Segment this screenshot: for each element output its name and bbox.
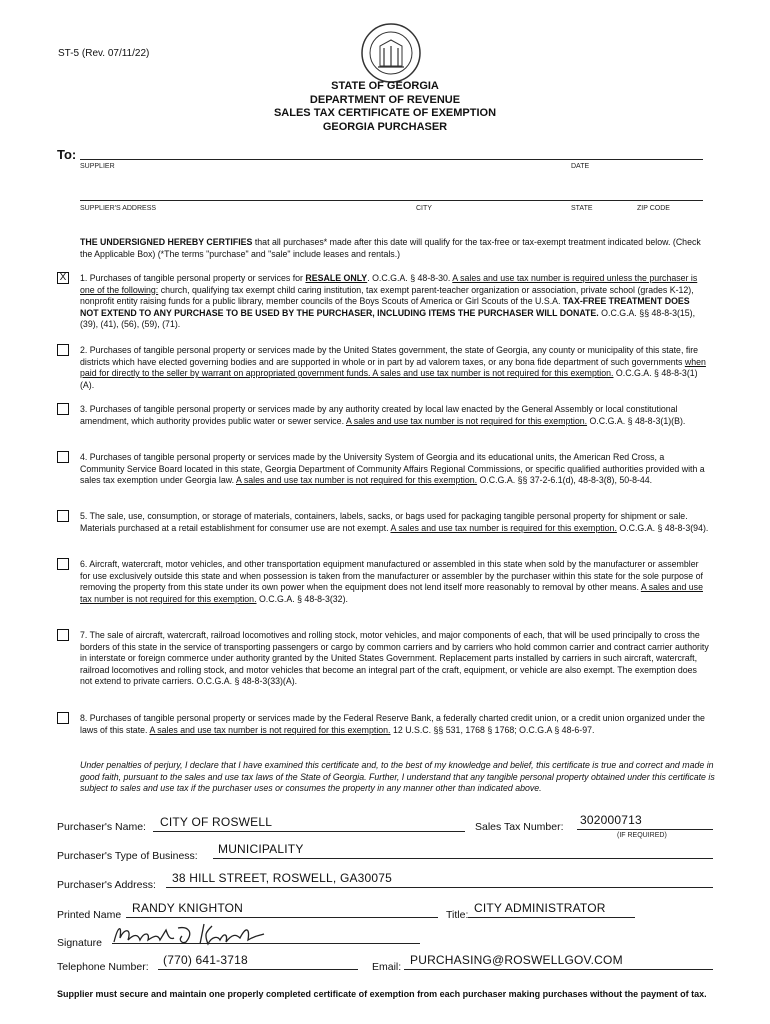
footer-notice: Supplier must secure and maintain one properly completed certificate of exemption from each purchaser making purchases without the payment of tax. [57, 989, 707, 999]
telephone-label: Telephone Number: [57, 961, 149, 973]
business-type-label: Purchaser's Type of Business: [57, 850, 198, 862]
state-label: STATE [571, 205, 593, 212]
title-line [468, 917, 635, 918]
exemption-item-8: 8. Purchases of tangible personal property or services made by the Federal Reserve Bank, a federally charted credit union, or a credit union organized under the laws of this state. A sales and use tax number is not required for this exemption. 12 U.S.C. §§ 531, 1768 § 1768; O.C.G.A § 48-6-97. [80, 713, 705, 735]
to-label: To: [57, 147, 77, 162]
exemption-item-4: 4. Purchases of tangible personal property or services made by the University System of Georgia and its educational units, the American Red Cross, a Community Service Board located in this state, Georgia Department of Community Affairs Regional Commissions, or specific qualified authorities provided with a sales tax exemption under Georgia law. A sales and use tax number is not required for this exemption. O.C.G.A. §§ 37-2-6.1(d), 48-8-3(8), 50-8-44. [80, 452, 705, 485]
email-line [404, 969, 713, 970]
checkbox-interstate-carriers[interactable] [57, 629, 69, 641]
checkbox-water-authority[interactable] [57, 403, 69, 415]
sales-tax-number-label: Sales Tax Number: [475, 821, 564, 833]
telephone-line [158, 969, 358, 970]
signature-line [112, 943, 420, 944]
exemption-item-6: 6. Aircraft, watercraft, motor vehicles, and other transportation equipment manufactured or assembled in this state when sold by the manufacturer or assembler for use exclusively outside this state and when possession is taken from the manufacturer or assembler by the purchaser within this state for the sole purpose of removing the property from this state under its own power when the equipment does not lend itself more reasonably to removal by other means. A sales and use tax number is not required for this exemption. O.C.G.A. § 48-8-3(32). [80, 559, 703, 604]
exemption-item-7: 7. The sale of aircraft, watercraft, railroad locomotives and rolling stock, motor vehicles, and major components of each, that will be used principally to cross the borders of this state in the service of transporting passengers or cargo by common carriers and by carriers who hold common carrier and contract carrier authority in interstate or foreign commerce under authority granted by the United States Government. Replacement parts installed by carriers in such aircraft, watercraft, railroad locomotives and rolling stock, and motor vehicles that become an integral part of the craft, equipment, or vehicle are also exempt. The exemption does not extend to private carriers. O.C.G.A. § 48-8-3(33)(A). [80, 630, 709, 686]
city-label: CITY [416, 205, 432, 212]
if-required-note: (IF REQUIRED) [617, 832, 667, 839]
sales-tax-number-value[interactable]: 302000713 [580, 813, 642, 827]
date-label: DATE [571, 163, 590, 170]
exemption-item-2: 2. Purchases of tangible personal property or services made by the United States government, the state of Georgia, any county or municipality of this state, fire districts which have elected governing bodies and are supported in whole or in part by ad valorem taxes, or any bona fide department of such governments when paid for directly to the seller by warrant on appropriated government funds. A sales and use tax number is not required for this exemption. O.C.G.A. § 48-8-3(1)(A). [80, 345, 706, 390]
business-type-value[interactable]: MUNICIPALITY [218, 842, 304, 856]
supplier-line[interactable] [80, 159, 703, 160]
header-state: STATE OF GEORGIA [331, 80, 439, 92]
exemption-item-5: 5. The sale, use, consumption, or storage of materials, containers, labels, sacks, or bags used for packaging tangible personal property for shipment or sale. Materials purchased at a retail establishment for consumer use are not exempt. A sales and use tax number is required for this exemption. O.C.G.A. § 48-8-3(94). [80, 511, 709, 533]
exemption-item-1: 1. Purchases of tangible personal property or services for RESALE ONLY. O.C.G.A. § 48-8-30. A sales and use tax number is required unless the purchaser is one of the following: church, qualifying tax exempt child caring institution, tax exempt parent-teacher organization or association, private school (grades K-12), nonprofit entity raising funds for a public library, member councils of the Boys Scouts of America or Girl Scouts of the U.S.A. TAX-FREE TREATMENT DOES NOT EXTEND TO ANY PURCHASE TO BE USED BY THE PURCHASER, INCLUDING ITEMS THE PURCHASER WILL DONATE. O.C.G.A. §§ 48-8-3(15), (39), (41), (56), (59), (71). [80, 273, 698, 329]
header-department: DEPARTMENT OF REVENUE [309, 93, 461, 106]
signature-label: Signature [57, 937, 102, 949]
purchaser-address-label: Purchaser's Address: [57, 879, 156, 891]
supplier-label: SUPPLIER [80, 163, 115, 170]
purchaser-address-line [166, 887, 713, 888]
email-value[interactable]: PURCHASING@ROSWELLGOV.COM [410, 953, 623, 967]
printed-name-label: Printed Name [57, 909, 122, 921]
form-header [0, 80, 770, 134]
address-line[interactable] [80, 200, 703, 201]
checkbox-packaging[interactable] [57, 510, 69, 522]
checkbox-government[interactable] [57, 344, 69, 356]
purchaser-name-line [153, 831, 465, 832]
zip-label: ZIP CODE [637, 205, 670, 212]
checkbox-federal-reserve[interactable] [57, 712, 69, 724]
header-subtitle: GEORGIA PURCHASER [322, 120, 448, 133]
purchaser-name-label: Purchaser's Name: [57, 821, 146, 833]
exemption-item-3: 3. Purchases of tangible personal property or services made by any authority created by local law enacted by the General Assembly or local constitutional amendment, which authority provides public water or sewer service. A sales and use tax number is not required for this exemption. O.C.G.A. § 48-8-3(1)(B). [80, 404, 686, 426]
checkbox-university-system[interactable] [57, 451, 69, 463]
title-value[interactable]: CITY ADMINISTRATOR [474, 901, 606, 915]
printed-name-value[interactable]: RANDY KNIGHTON [132, 901, 244, 915]
purchaser-name-value[interactable]: CITY OF ROSWELL [160, 815, 273, 829]
business-type-line [213, 858, 713, 859]
certification-statement: THE UNDERSIGNED HEREBY CERTIFIES that all purchases* made after this date will qualify for the tax-free or tax-exempt treatment indicated below. (Check the Applicable Box) (*The terms "purchase" and "sale" include leases and rentals.) [80, 237, 701, 259]
checkbox-resale[interactable]: X [57, 272, 69, 284]
georgia-state-seal [360, 22, 422, 84]
sales-tax-number-line [577, 829, 713, 830]
email-label: Email: [372, 961, 402, 973]
header-title: SALES TAX CERTIFICATE OF EXEMPTION [273, 107, 497, 119]
perjury-statement: Under penalties of perjury, I declare that I have examined this certificate and, to the best of my knowledge and belief, this certificate is true and correct and made in good faith, pursuant to the sales and use tax laws of the State of Georgia. Further, I understand that any tangible personal property obtained under this certificate is subject to sales and use tax if the purchaser uses or consumes the property in any manner other than indicated above. [80, 760, 715, 793]
title-label: Title: [446, 909, 469, 921]
checkbox-transport-manufactured[interactable] [57, 558, 69, 570]
address-label: SUPPLIER'S ADDRESS [80, 205, 157, 212]
form-revision: ST-5 (Rev. 07/11/22) [58, 48, 150, 59]
purchaser-address-value[interactable]: 38 HILL STREET, ROSWELL, GA30075 [172, 871, 393, 885]
telephone-value[interactable]: (770) 641-3718 [163, 953, 248, 967]
